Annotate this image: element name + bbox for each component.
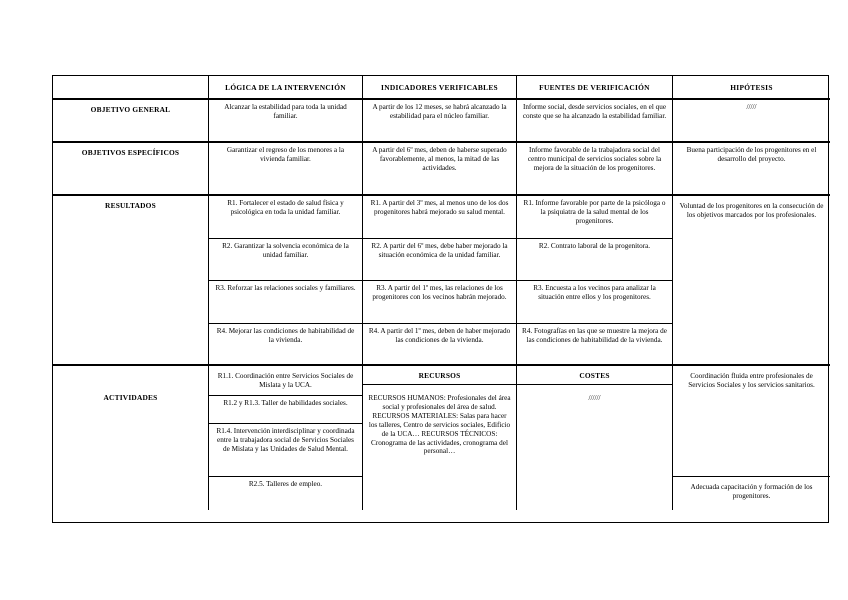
actividades-hipotesis-1: Coordinación fluida entre profesionales de Servicios Sociales y los servicios sanitarios.: [673, 366, 830, 477]
costes-header: COSTES: [517, 366, 673, 385]
logical-framework-table: [52, 75, 829, 523]
objetivos-especificos-hipotesis: Buena participación de los progenitores en el desarrollo del proyecto.: [673, 143, 830, 196]
resultado-3-fuente: R3. Encuesta a los vecinos para analizar la situación entre ellos y los progenitores.: [517, 281, 673, 324]
actividad-1: R1.1. Coordinación entre Servicios Sociales de Mislata y la UCA.: [209, 366, 363, 396]
objetivo-general-logica: Alcanzar la estabilidad para toda la unidad familiar.: [209, 100, 363, 143]
recursos-text: RECURSOS HUMANOS: Profesionales del área social y profesionales del área de salud. RECURSOS MATERIALES: Salas para hacer los talleres, Centro de servicios sociales, Edificio de la UCA… RECURSOS TÉCNICOS: Cronograma de las actividades, cronograma del personal…: [363, 385, 517, 510]
actividad-3: R1.4. Intervención interdisciplinar y coordinada entre la trabajadora social de Servicios Sociales de Mislata y las Unidades de Salud Mental.: [209, 424, 363, 477]
objetivo-general-hipotesis: /////: [673, 100, 830, 143]
resultado-3-indicador: R3. A partir del 1º mes, las relaciones de los progenitores con los vecinos habrán mejorado.: [363, 281, 517, 324]
objetivos-especificos-logica: Garantizar el regreso de los menores a la vivienda familiar.: [209, 143, 363, 196]
actividades-hipotesis-2: Adecuada capacitación y formación de los progenitores.: [690, 483, 813, 500]
resultado-2-fuente: R2. Contrato laboral de la progenitora.: [517, 239, 673, 281]
resultado-1-logica: R1. Fortalecer el estado de salud física y psicológica en toda la unidad familiar.: [209, 196, 363, 239]
header-hipotesis: HIPÓTESIS: [673, 76, 830, 100]
resultado-1-indicador: R1. A partir del 3º mes, al menos uno de los dos progenitores habrá mejorado su salud mental.: [363, 196, 517, 239]
resultado-4-logica: R4. Mejorar las condiciones de habitabilidad de la vivienda.: [209, 324, 363, 366]
resultado-4-indicador: R4. A partir del 1º mes, deben de haber mejorado las condiciones de la vivienda.: [363, 324, 517, 366]
header-fuentes: FUENTES DE VERIFICACIÓN: [517, 76, 673, 100]
header-empty-cell: [53, 76, 209, 100]
header-logica: LÓGICA DE LA INTERVENCIÓN: [209, 76, 363, 100]
objetivo-general-fuente: Informe social, desde servicios sociales, en el que conste que se ha alcanzado la estabilidad familiar.: [517, 100, 673, 143]
costes-text: //////: [517, 385, 673, 510]
resultado-1-fuente: R1. Informe favorable por parte de la psicóloga o la psiquiatra de la salud mental de los progenitores.: [517, 196, 673, 239]
recursos-header: RECURSOS: [363, 366, 517, 385]
row-label-objetivo-general: OBJETIVO GENERAL: [53, 100, 209, 143]
row-label-objetivos-especificos: OBJETIVOS ESPECÍFICOS: [53, 143, 209, 196]
row-label-actividades: ACTIVIDADES: [53, 366, 209, 510]
header-indicadores: INDICADORES VERIFICABLES: [363, 76, 517, 100]
resultado-2-logica: R2. Garantizar la solvencia económica de la unidad familiar.: [209, 239, 363, 281]
resultado-2-indicador: R2. A partir del 6º mes, debe haber mejorado la situación económica de la unidad familiar.: [363, 239, 517, 281]
resultado-4-fuente: R4. Fotografías en las que se muestre la mejora de las condiciones de habitabilidad de la vivienda.: [517, 324, 673, 366]
row-label-resultados: RESULTADOS: [53, 196, 209, 366]
resultados-hipotesis: Voluntad de los progenitores en la consecución de los objetivos marcados por los profesionales.: [673, 196, 830, 366]
objetivo-general-indicador: A partir de los 12 meses, se habrá alcanzado la estabilidad para el núcleo familiar.: [363, 100, 517, 143]
objetivos-especificos-fuente: Informe favorable de la trabajadora social del centro municipal de servicios sociales sobre la mejora de la situación de los progenitores.: [517, 143, 673, 196]
actividad-2: R1.2 y R1.3. Taller de habilidades sociales.: [209, 396, 363, 424]
objetivos-especificos-indicador: A partir del 6º mes, deben de haberse superado favorablemente, al menos, la mitad de las actividades.: [363, 143, 517, 196]
resultado-3-logica: R3. Reforzar las relaciones sociales y familiares.: [209, 281, 363, 324]
actividad-4: R2.5. Talleres de empleo.: [209, 477, 363, 510]
